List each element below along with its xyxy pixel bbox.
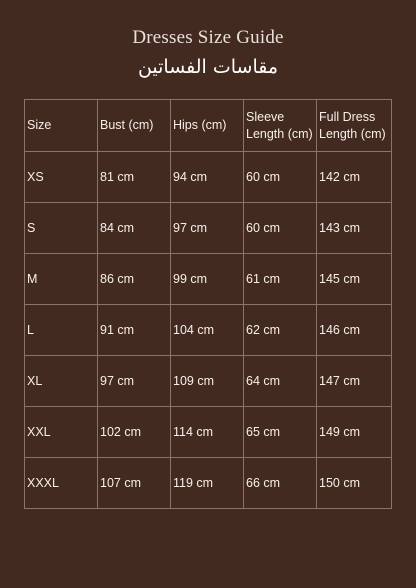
cell-sleeve: 60 cm [244,203,317,254]
page-title: Dresses Size Guide [132,27,284,48]
cell-length: 150 cm [317,458,392,509]
cell-size: M [25,254,98,305]
header-size: Size [25,100,98,152]
cell-bust: 84 cm [98,203,171,254]
header-full-dress-length: Full Dress Length (cm) [317,100,392,152]
cell-length: 149 cm [317,407,392,458]
cell-length: 142 cm [317,152,392,203]
table-row [25,407,392,458]
cell-sleeve: 64 cm [244,356,317,407]
cell-sleeve: 61 cm [244,254,317,305]
cell-length: 145 cm [317,254,392,305]
cell-sleeve: 66 cm [244,458,317,509]
cell-size: L [25,305,98,356]
table-row [25,305,392,356]
cell-length: 146 cm [317,305,392,356]
table-row [25,152,392,203]
header-bust: Bust (cm) [98,100,171,152]
cell-bust: 107 cm [98,458,171,509]
cell-size: XXL [25,407,98,458]
cell-bust: 91 cm [98,305,171,356]
page-title-arabic: مقاسات الفساتين [137,56,279,78]
cell-size: XXXL [25,458,98,509]
cell-size: XL [25,356,98,407]
cell-sleeve: 65 cm [244,407,317,458]
cell-hips: 97 cm [171,203,244,254]
cell-bust: 81 cm [98,152,171,203]
cell-sleeve: 60 cm [244,152,317,203]
table-row [25,356,392,407]
header-sleeve-length: Sleeve Length (cm) [244,100,317,152]
cell-size: S [25,203,98,254]
cell-hips: 114 cm [171,407,244,458]
cell-hips: 94 cm [171,152,244,203]
table-row [25,458,392,509]
table-header-row [25,100,392,152]
cell-sleeve: 62 cm [244,305,317,356]
cell-bust: 102 cm [98,407,171,458]
cell-hips: 119 cm [171,458,244,509]
cell-bust: 86 cm [98,254,171,305]
size-table [24,99,392,509]
cell-bust: 97 cm [98,356,171,407]
cell-length: 147 cm [317,356,392,407]
cell-hips: 109 cm [171,356,244,407]
cell-size: XS [25,152,98,203]
header-hips: Hips (cm) [171,100,244,152]
cell-length: 143 cm [317,203,392,254]
table-row [25,203,392,254]
table-row [25,254,392,305]
cell-hips: 99 cm [171,254,244,305]
cell-hips: 104 cm [171,305,244,356]
